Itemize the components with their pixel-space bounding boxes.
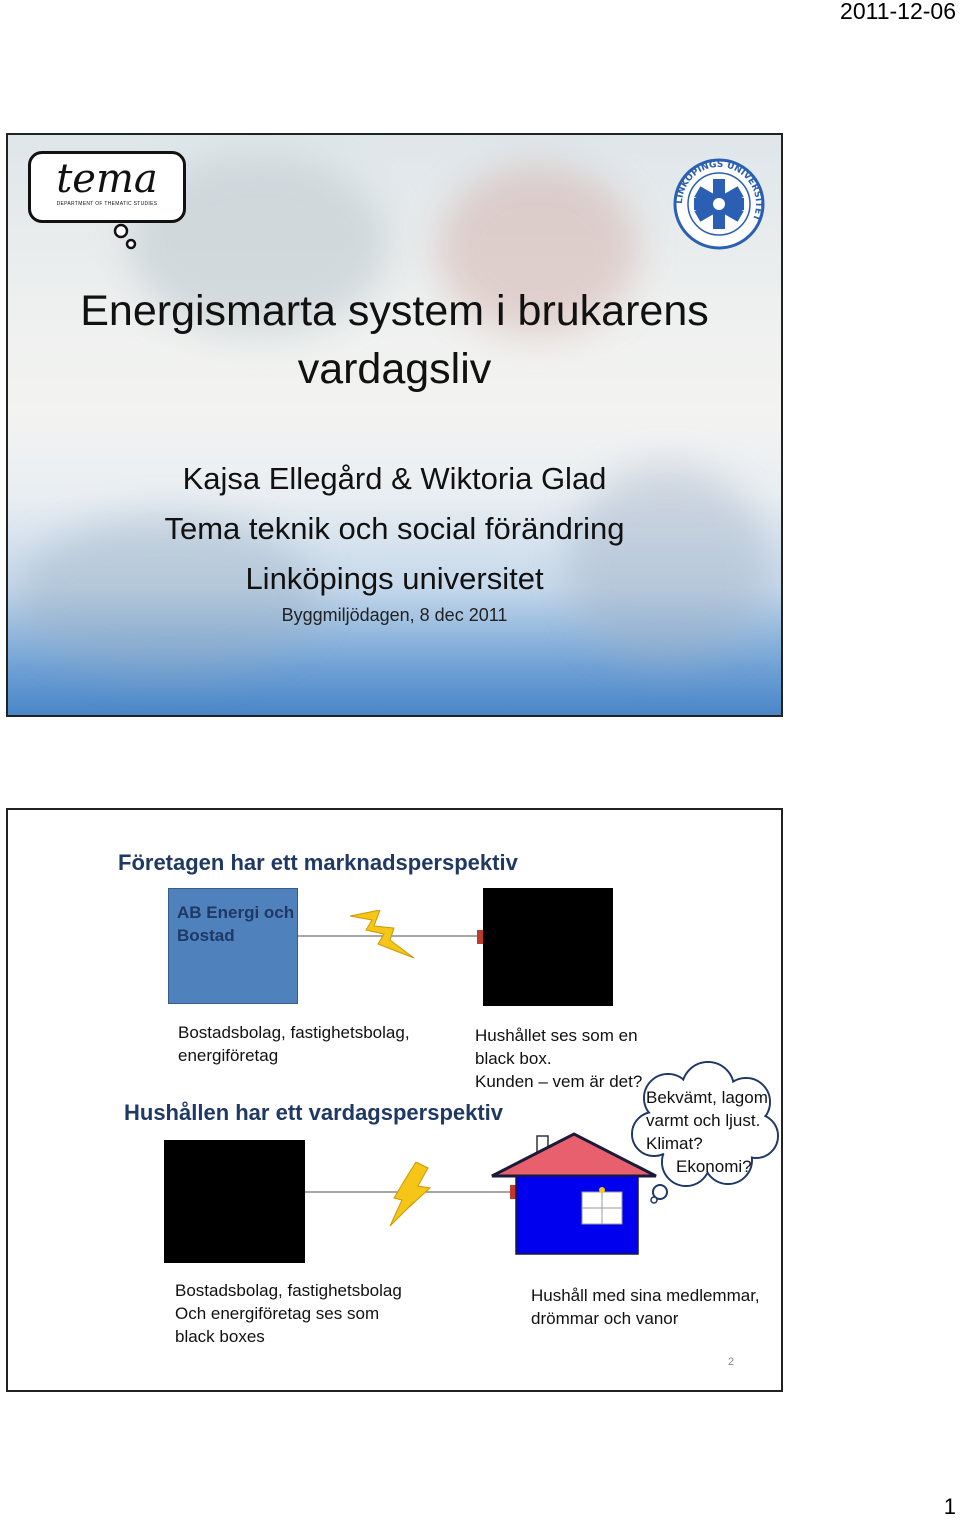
header-date: 2011-12-06 — [840, 0, 956, 24]
household-caption-line-3: Kunden – vem är det? — [475, 1072, 643, 1091]
event-line: Byggmiljödagen, 8 dec 2011 — [281, 605, 508, 625]
university-name: Linköpings universitet — [245, 561, 544, 596]
bottom-right-line-2: drömmar och vanor — [531, 1309, 679, 1328]
thought-text — [646, 1086, 768, 1178]
university-seal-text: LINKÖPINGS UNIVERSITET — [674, 159, 764, 222]
bottom-right-caption — [531, 1284, 760, 1330]
title-slide — [6, 133, 783, 717]
tema-logo-word: tema — [56, 156, 158, 202]
thought-line-1: Bekvämt, lagom — [646, 1088, 768, 1107]
heading-households: Hushållen har ett vardagsperspektiv — [124, 1100, 504, 1125]
companies-caption-line-1: Bostadsbolag, fastighetsbolag, — [178, 1023, 410, 1042]
household-caption — [475, 1024, 642, 1093]
authors: Kajsa Ellegård & Wiktoria Glad — [182, 461, 607, 496]
department: Tema teknik och social förändring — [164, 511, 625, 546]
slide-title-line-1: Energismarta system i brukarens — [80, 287, 709, 335]
ab-box-label-line-1: AB Energi och — [177, 903, 295, 922]
lightning-icon — [350, 910, 416, 960]
tema-logo-bubbles — [112, 223, 142, 253]
content-slide — [6, 808, 783, 1392]
household-caption-line-1: Hushållet ses som en — [475, 1026, 638, 1045]
bottom-right-line-1: Hushåll med sina medlemmar, — [531, 1286, 760, 1305]
household-caption-line-2: black box. — [475, 1049, 552, 1068]
companies-caption — [178, 1021, 410, 1067]
household-black-box — [483, 888, 613, 1006]
slide-number: 2 — [728, 1356, 735, 1368]
university-seal-icon — [672, 157, 766, 251]
bottom-left-line-2: Och energiföretag ses som — [175, 1304, 380, 1323]
bottom-left-line-1: Bostadsbolag, fastighetsbolag — [175, 1281, 402, 1300]
thought-line-3: Klimat? — [646, 1134, 703, 1153]
lightning-icon-lower — [388, 1162, 432, 1228]
ab-box-label-line-2: Bostad — [177, 926, 235, 945]
house-icon — [490, 1132, 660, 1256]
page-number: 1 — [943, 1494, 956, 1519]
ab-energi-box — [168, 888, 298, 1004]
bottom-left-line-3: black boxes — [175, 1327, 265, 1346]
thought-line-2: varmt och ljust. — [646, 1111, 761, 1130]
thought-line-4: Ekonomi? — [676, 1157, 752, 1176]
tema-logo — [28, 151, 186, 223]
heading-companies: Företagen har ett marknadsperspektiv — [118, 850, 518, 875]
tema-logo-department: DEPARTMENT OF THEMATIC STUDIES — [56, 201, 158, 207]
companies-caption-line-2: energiföretag — [178, 1046, 279, 1065]
slide-title-line-2: vardagsliv — [297, 345, 492, 393]
bottom-left-caption — [175, 1279, 402, 1348]
companies-black-box — [164, 1140, 305, 1263]
